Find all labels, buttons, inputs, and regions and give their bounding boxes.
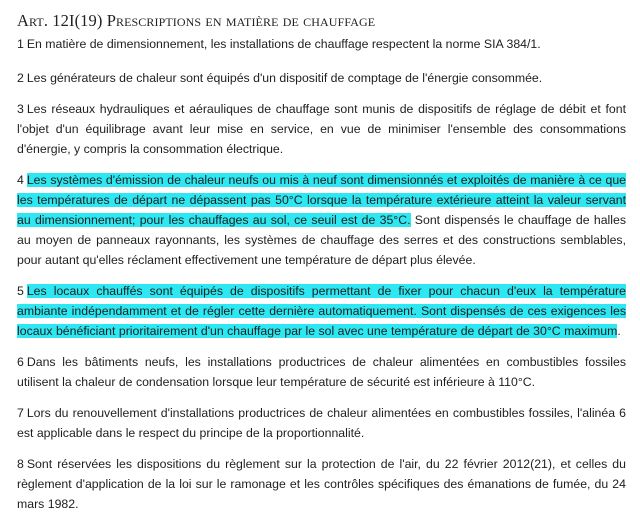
paragraph-text: Sont dispensés le chauffage de halles au moyen de panneaux rayonnants, les systèmes de chauffage des serres et des constructions semblables, pour autant qu'elles réclament effectivement une température de départ plus élevée.	[17, 213, 626, 267]
paragraph-text: Les réseaux hydrauliques et aérauliques de chauffage sont munis de dispositifs de réglage de débit et font l'objet d'un équilibrage avant leur mise en service, en vue de minimiser l'ensemble des consommations d'énergie, y compris la consommation électrique.	[17, 102, 626, 156]
paragraph-text: En matière de dimensionnement, les installations de chauffage respectent la norme SIA 384/1.	[26, 37, 541, 51]
paragraph-3	[17, 99, 626, 159]
paragraph-number: 4	[17, 173, 24, 187]
paragraph-7	[17, 403, 626, 443]
paragraph-number: 1	[17, 37, 24, 51]
paragraph-2	[17, 68, 626, 88]
paragraph-text: Dans les bâtiments neufs, les installations productrices de chaleur alimentées en combustibles fossiles utilisent la chaleur de condensation lorsque leur température de sécurité est inférieure à 110°C.	[17, 355, 626, 389]
paragraph-number: 5	[17, 284, 24, 298]
paragraph-number: 7	[17, 406, 24, 420]
paragraph-5	[17, 281, 626, 341]
paragraph-text: .	[617, 324, 621, 338]
paragraph-8	[17, 454, 626, 514]
paragraph-number: 8	[17, 457, 24, 471]
paragraph-number: 6	[17, 355, 24, 369]
paragraph-4	[17, 170, 626, 270]
highlighted-text: Les locaux chauffés sont équipés de dispositifs permettant de fixer pour chacun d'eux la température ambiante indépendamment et de régler cette dernière automatiquement. Sont dispensés de ces exigences les locaux bénéficiant prioritairement d'un chauffage par le sol avec une température de départ de 30°C maximum	[17, 284, 626, 338]
highlighted-text: Les systèmes d'émission de chaleur neufs ou mis à neuf sont dimensionnés et exploités de manière à ce que les températures de départ ne dépassent pas 50°C lorsque la température extérieure atteint la valeur servant au dimensionnement; pour les chauffages au sol, ce seuil est de 35°C.	[17, 173, 626, 227]
paragraph-6	[17, 352, 626, 392]
paragraph-text: Lors du renouvellement d'installations productrices de chaleur alimentées en combustibles fossiles, l'alinéa 6 est applicable dans le respect du principe de la proportionnalité.	[17, 406, 626, 440]
paragraph-number: 2	[17, 71, 24, 85]
paragraph-1	[17, 34, 626, 54]
paragraph-text: Les générateurs de chaleur sont équipés d'un dispositif de comptage de l'énergie consommée.	[26, 71, 543, 85]
article-title: Art. 12I(19) Prescriptions en matière de chauffage	[17, 11, 376, 30]
paragraph-text: Sont réservées les dispositions du règlement sur la protection de l'air, du 22 février 2012(21), et celles du règlement d'application de la loi sur le ramonage et les contrôles spécifiques des émanations de fumée, du 24 mars 1982.	[17, 457, 626, 511]
paragraph-number: 3	[17, 102, 24, 116]
